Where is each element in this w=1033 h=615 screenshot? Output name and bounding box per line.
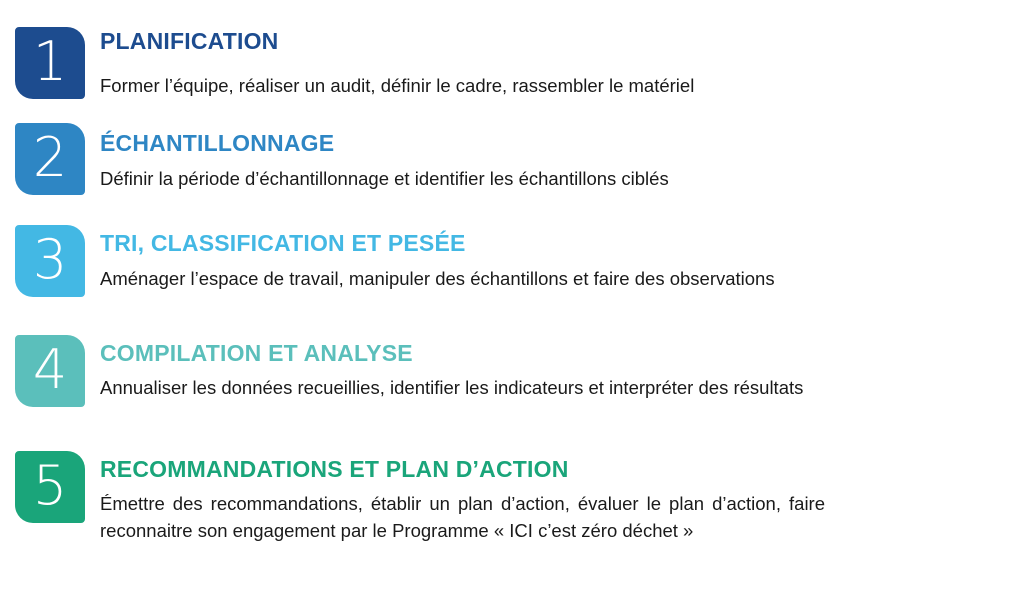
step-5-title: RECOMMANDATIONS ET PLAN D’ACTION: [100, 456, 569, 482]
step-2-description: Définir la période d’échantillonnage et identifier les échantillons ciblés: [100, 168, 669, 189]
step-3-description: Aménager l’espace de travail, manipuler des échantillons et faire des observations: [100, 268, 775, 289]
step-1-title: PLANIFICATION: [100, 28, 279, 54]
step-5-description: Émettre des recommandations, établir un plan d’action, évaluer le plan d’action, faire reconnaitre son engagement par le Programme « ICI c’est zéro déchet »: [100, 493, 825, 541]
step-1-description: Former l’équipe, réaliser un audit, définir le cadre, rassembler le matériel: [100, 75, 695, 96]
step-3-title: TRI, CLASSIFICATION ET PESÉE: [100, 230, 466, 256]
step-5-number-badge: 5: [15, 451, 85, 523]
step-2-title: ÉCHANTILLONNAGE: [100, 130, 335, 156]
step-1-number-badge: 1: [15, 27, 85, 99]
step-4-description: Annualiser les données recueillies, identifier les indicateurs et interpréter des résultats: [100, 377, 804, 398]
step-3-number-badge: 3: [15, 225, 85, 297]
step-4-number-badge: 4: [15, 335, 85, 407]
step-2-number-badge: 2: [15, 123, 85, 195]
step-4-title: COMPILATION ET ANALYSE: [100, 340, 413, 366]
